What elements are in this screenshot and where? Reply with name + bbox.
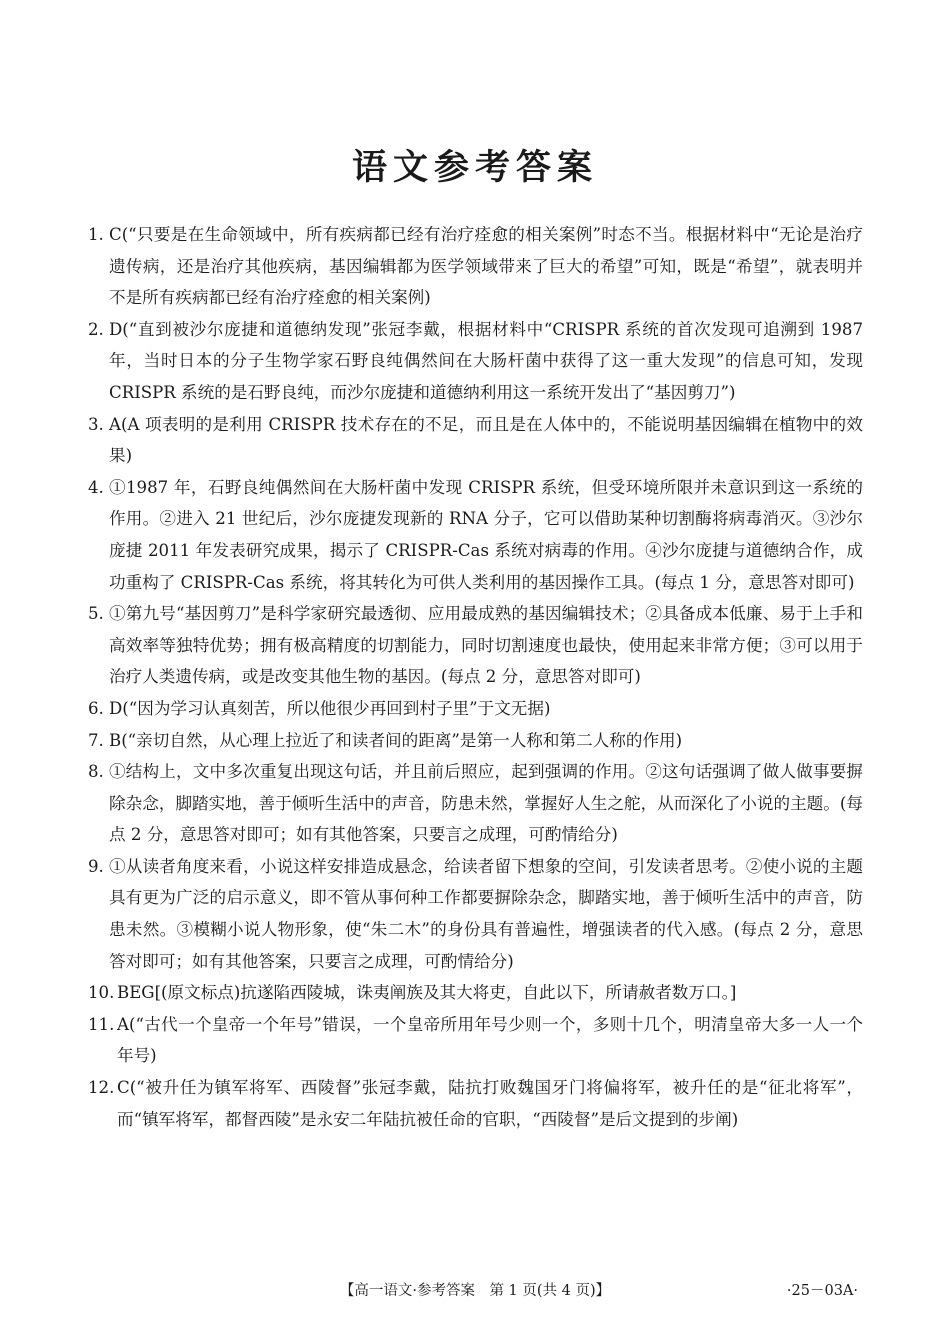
answer-number: 11. [88,1014,115,1034]
answer-text: BEG[(原文标点)抗遂陷西陵城，诛夷阐族及其大将吏，自此以下，所请赦者数万口。] [117,983,737,1003]
answer-number: 12. [88,1078,115,1098]
answer-text: D(“直到被沙尔庞捷和道德纳发现”张冠李戴，根据材料中“CRISPR 系统的首次发现可追溯到 1987 年，当时日本的分子生物学家石野良纯偶然间在大肠杆菌中获得了这一重大发现”的信息可知，发现 CRISPR 系统的是石野良纯，而沙尔庞捷和道德纳利用这一系统开发出了“基因剪刀”) [109,319,863,402]
answer-text: ①第九号“基因剪刀”是科学家研究最透彻、应用最成熟的基因编辑技术；②具备成本低廉、易于上手和高效率等独特优势；拥有极高精度的切割能力，同时切割速度也最快，使用起来非常方便；③可以用于治疗人类遗传病，或是改变其他生物的基因。(每点 2 分，意思答对即可) [109,604,863,687]
answer-number: 4. [88,477,104,497]
answer-list [88,219,863,1135]
answer-text: B(“亲切自然，从心理上拉近了和读者间的距离”是第一人称和第二人称的作用) [109,730,683,750]
page-footer [0,1279,950,1303]
answer-number: 7. [88,730,104,750]
answer-text: ①1987 年，石野良纯偶然间在大肠杆菌中发现 CRISPR 系统，但受环境所限并未意识到这一系统的作用。②进入 21 世纪后，沙尔庞捷发现新的 RNA 分子，它可以借助某种切割酶将病毒消灭。③沙尔庞捷 2011 年发表研究成果，揭示了 CRISPR-Cas 系统对病毒的作用。④沙尔庞捷与道德纳合作，成功重构了 CRISPR-Cas 系统，将其转化为可供人类利用的基因操作工具。(每点 1 分，意思答对即可) [109,477,863,592]
answer-number: 10. [88,983,115,1003]
footer-page-info: 【高一语文·参考答案 第 1 页(共 4 页)】 [339,1283,611,1299]
answer-item-6 [88,693,863,725]
answer-number: 5. [88,604,104,624]
answer-number: 6. [88,698,104,718]
answer-number: 9. [88,856,104,876]
answer-text: ①结构上，文中多次重复出现这句话，并且前后照应，起到强调的作用。②这句话强调了做人做事要摒除杂念，脚踏实地，善于倾听生活中的声音，防患未然，掌握好人生之舵，从而深化了小说的主题。(每点 2 分，意思答对即可；如有其他答案，只要言之成理，可酌情给分) [109,762,863,845]
answer-text: A(“古代一个皇帝一个年号”错误，一个皇帝所用年号少则一个，多则十几个，明清皇帝大多一人一个年号) [117,1014,863,1066]
answer-number: 1. [88,225,104,244]
answer-text: C(“被升任为镇军将军、西陵督”张冠李戴，陆抗打败魏国牙门将偏将军，被升任的是“征北将军”，而“镇军将军，都督西陵”是永安二年陆抗被任命的官职，“西陵督”是后文提到的步阐) [117,1078,863,1129]
answer-text: D(“因为学习认真刻苦，所以他很少再回到村子里”于文无据) [109,698,551,718]
answer-item-4 [88,472,863,598]
answer-text: A(A 项表明的是利用 CRISPR 技术存在的不足，而且是在人体中的，不能说明基因编辑在植物中的效果) [109,414,863,466]
answer-text: ①从读者角度来看，小说这样安排造成悬念，给读者留下想象的空间，引发读者思考。②使小说的主题具有更为广泛的启示意义，即不管从事何种工作都要摒除杂念，脚踏实地，善于倾听生活中的声音，防患未然。③模糊小说人物形象，使“朱二木”的身份具有普遍性，增强读者的代入感。(每点 2 分，意思答对即可；如有其他答案，只要言之成理，可酌情给分) [109,856,863,971]
answer-item-8 [88,756,863,851]
answer-item-11 [88,1009,863,1072]
answer-item-12 [88,1072,863,1135]
answer-number: 3. [88,414,104,434]
answer-item-7 [88,725,863,757]
footer-code: ·25－03A· [786,1283,858,1299]
page-title: 语文参考答案 [351,147,598,188]
answer-item-10 [88,977,863,1009]
answer-item-1 [88,219,863,314]
answer-number: 8. [88,762,104,782]
answer-item-2 [88,314,863,409]
answer-item-3 [88,409,863,472]
answer-number: 2. [88,319,104,339]
answer-item-5 [88,598,863,693]
answer-text: C(“只要是在生命领域中，所有疾病都已经有治疗痊愈的相关案例”时态不当。根据材料中“无论是治疗遗传病，还是治疗其他疾病，基因编辑都为医学领域带来了巨大的希望”可知，既是“希望”，就表明并不是所有疾病都已经有治疗痊愈的相关案例) [109,225,863,308]
answer-item-9 [88,851,863,977]
